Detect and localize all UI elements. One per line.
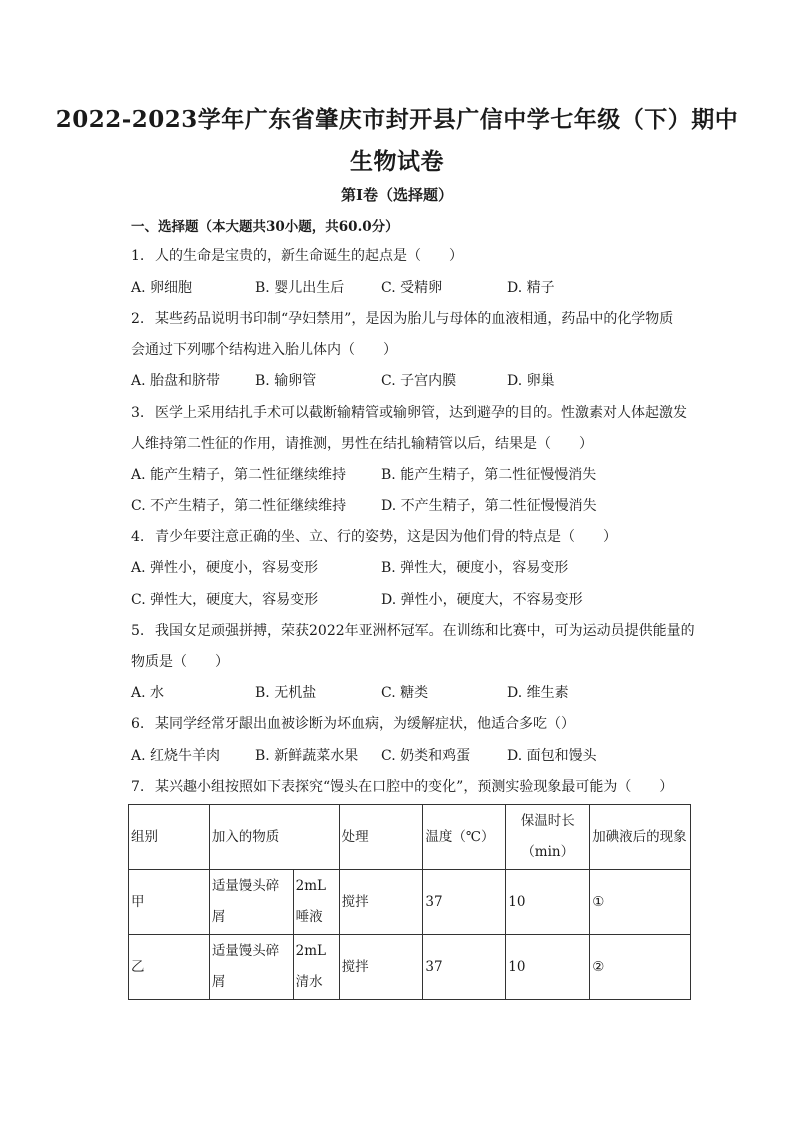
- question-6: [131, 709, 696, 740]
- question-text: 我国女足顽强拼搏，荣获2022年亚洲杯冠军。在训练和比赛中，可为运动员提供能量的: [155, 623, 695, 639]
- question-number: 1.: [131, 248, 145, 264]
- option-b[interactable]: B. 能产生精子，第二性征慢慢消失: [381, 467, 597, 483]
- option-c[interactable]: C. 奶类和鸡蛋: [381, 748, 471, 764]
- option-a[interactable]: A. 水: [131, 685, 165, 701]
- question-3-options-row2: [131, 491, 696, 522]
- question-text: 某些药品说明书印制“孕妇禁用”，是因为胎儿与母体的血液相通，药品中的化学物质: [155, 311, 674, 327]
- question-3-line2: 人维持第二性征的作用，请推测，男性在结扎输精管以后，结果是（ ）: [131, 436, 593, 452]
- option-a[interactable]: A. 胎盘和脐带: [131, 373, 221, 389]
- section-heading: 一、选择题（本大题共30小题，共60.0分）: [131, 219, 399, 235]
- option-d[interactable]: D. 面包和馒头: [507, 748, 597, 764]
- option-b[interactable]: B. 弹性大，硬度小，容易变形: [381, 560, 569, 576]
- option-d[interactable]: D. 卵巢: [507, 373, 555, 389]
- table-cell: 10: [506, 935, 590, 1000]
- table-cell: 搅拌: [339, 870, 423, 935]
- option-c[interactable]: C. 不产生精子，第二性征继续维持: [131, 498, 347, 514]
- question-text: 医学上采用结扎手术可以截断输精管或输卵管，达到避孕的目的。性激素对人体起激发: [155, 405, 687, 421]
- question-4-options-row1: [131, 553, 696, 584]
- table-header-cell: 处理: [339, 805, 423, 870]
- option-a[interactable]: A. 弹性小，硬度小，容易变形: [131, 560, 319, 576]
- question-5-options: [131, 678, 696, 709]
- question-5-line2: 物质是（ ）: [131, 654, 229, 670]
- question-number: 7.: [131, 779, 145, 795]
- table-header-cell: 保温时长（min）: [506, 805, 590, 870]
- option-b[interactable]: B. 婴儿出生后: [255, 280, 345, 296]
- table-row: [129, 870, 691, 935]
- option-a[interactable]: A. 卵细胞: [131, 280, 193, 296]
- question-6-options: [131, 741, 696, 772]
- experiment-table: [128, 804, 691, 1000]
- question-text: 某同学经常牙龈出血被诊断为坏血病，为缓解症状，他适合多吃（）: [155, 716, 575, 732]
- option-a[interactable]: A. 红烧牛羊肉: [131, 748, 221, 764]
- table-header-cell: 组别: [129, 805, 210, 870]
- option-b[interactable]: B. 无机盐: [255, 685, 317, 701]
- option-a[interactable]: A. 能产生精子，第二性征继续维持: [131, 467, 347, 483]
- table-cell: 2mL清水: [293, 935, 339, 1000]
- question-2-line2: 会通过下列哪个结构进入胎儿体内（ ）: [131, 342, 397, 358]
- question-text: 人的生命是宝贵的，新生命诞生的起点是（ ）: [155, 248, 463, 264]
- question-3: [131, 398, 696, 429]
- table-header-cell: 加碘液后的现象: [590, 805, 691, 870]
- question-number: 2.: [131, 311, 145, 327]
- option-b[interactable]: B. 输卵管: [255, 373, 317, 389]
- question-number: 4.: [131, 529, 145, 545]
- option-c[interactable]: C. 子宫内膜: [381, 373, 457, 389]
- question-2-options: [131, 366, 696, 397]
- question-number: 3.: [131, 405, 145, 421]
- question-number: 5.: [131, 623, 145, 639]
- question-1-options: [131, 273, 696, 304]
- question-4-options-row2: [131, 585, 696, 616]
- question-7: [131, 772, 696, 803]
- table-header-cell: 加入的物质: [209, 805, 339, 870]
- question-number: 6.: [131, 716, 145, 732]
- question-text: 青少年要注意正确的坐、立、行的姿势，这是因为他们骨的特点是（ ）: [155, 529, 617, 545]
- question-5: [131, 616, 696, 647]
- table-cell: 37: [423, 935, 506, 1000]
- exam-title-line2: 生物试卷: [350, 148, 444, 175]
- table-cell: 2mL唾液: [293, 870, 339, 935]
- question-1: [131, 241, 696, 272]
- exam-title-line1: 2022-2023学年广东省肇庆市封开县广信中学七年级（下）期中: [55, 106, 739, 133]
- question-3-options-row1: [131, 460, 696, 491]
- option-c[interactable]: C. 受精卵: [381, 280, 443, 296]
- option-d[interactable]: D. 弹性小，硬度大，不容易变形: [381, 592, 583, 608]
- table-cell: 适量馒头碎屑: [209, 870, 293, 935]
- option-b[interactable]: B. 新鲜蔬菜水果: [255, 748, 359, 764]
- volume-subtitle: 第I卷（选择题）: [340, 186, 454, 204]
- table-cell: 甲: [129, 870, 210, 935]
- table-cell: 乙: [129, 935, 210, 1000]
- option-d[interactable]: D. 不产生精子，第二性征慢慢消失: [381, 498, 597, 514]
- option-d[interactable]: D. 维生素: [507, 685, 569, 701]
- question-4: [131, 522, 696, 553]
- table-row: [129, 935, 691, 1000]
- table-header-cell: 温度（℃）: [423, 805, 506, 870]
- table-cell: 搅拌: [339, 935, 423, 1000]
- table-cell: 37: [423, 870, 506, 935]
- table-cell: 10: [506, 870, 590, 935]
- option-c[interactable]: C. 弹性大，硬度大，容易变形: [131, 592, 319, 608]
- option-c[interactable]: C. 糖类: [381, 685, 429, 701]
- table-cell: ①: [590, 870, 691, 935]
- option-d[interactable]: D. 精子: [507, 280, 555, 296]
- table-cell: 适量馒头碎屑: [209, 935, 293, 1000]
- table-cell: ②: [590, 935, 691, 1000]
- question-text: 某兴趣小组按照如下表探究“馒头在口腔中的变化”，预测实验现象最可能为（ ）: [155, 779, 674, 795]
- question-2: [131, 304, 696, 335]
- table-header-row: [129, 805, 691, 870]
